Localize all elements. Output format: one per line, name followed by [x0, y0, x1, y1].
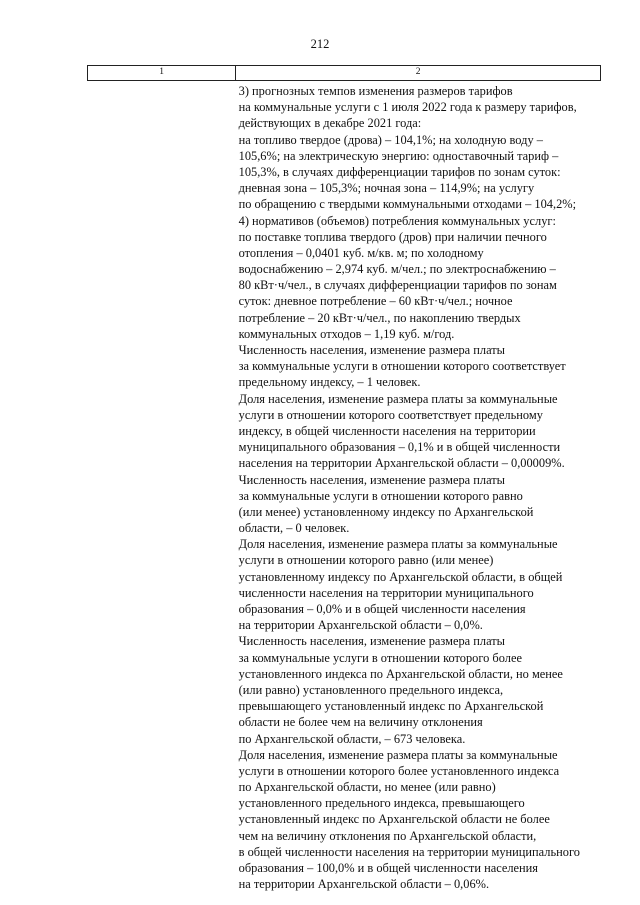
column-2-cell — [236, 81, 601, 893]
text-line: на территории Архангельской области – 0,06%. — [238, 877, 490, 892]
text-line: за коммунальные услуги в отношении которого более — [238, 650, 522, 665]
column-1-cell — [88, 81, 236, 893]
text-line: на территории Архангельской области – 0,0%. — [238, 618, 483, 633]
text-line: по поставке топлива твердого (дров) при наличии печного — [238, 229, 547, 244]
text-line: (или равно) установленного предельного индекса, — [238, 682, 504, 697]
text-line: водоснабжению – 2,974 куб. м/чел.; по электроснабжению – — [238, 262, 556, 277]
body-text — [236, 81, 601, 892]
text-line: муниципального образования – 0,1% и в общей численности — [238, 440, 561, 455]
text-line: по обращению с твердыми коммунальными отходами – 104,2%; — [238, 197, 577, 212]
text-line: превышающего установленный индекс по Архангельской — [238, 699, 544, 714]
text-line: Доля населения, изменение размера платы за коммунальные — [238, 391, 558, 406]
text-line: 4) нормативов (объемов) потребления коммунальных услуг: — [238, 213, 556, 228]
text-line: 105,3%, в случаях дифференциации тарифов по зонам суток: — [238, 164, 561, 179]
page-number: 212 — [310, 37, 330, 51]
text-line: на коммунальные услуги с 1 июля 2022 года к размеру тарифов, — [238, 100, 577, 115]
text-line: услуги в отношении которого равно (или менее) — [238, 553, 494, 568]
text-line: установленный индекс по Архангельской области не более — [238, 812, 550, 827]
text-line: отопления – 0,0401 куб. м/кв. м; по холодному — [238, 245, 484, 260]
text-line: установленному индексу по Архангельской области, в общей — [238, 569, 563, 584]
text-line: предельному индексу, – 1 человек. — [238, 375, 421, 390]
text-line: потребление – 20 кВт·ч/чел., по накоплению твердых — [238, 310, 521, 325]
text-line: области, – 0 человек. — [238, 521, 350, 536]
text-line: 80 кВт·ч/чел., в случаях дифференциации тарифов по зонам — [238, 278, 557, 293]
text-line: Численность населения, изменение размера платы — [238, 472, 505, 487]
text-line: коммунальных отходов – 1,19 куб. м/год. — [238, 326, 455, 341]
text-line: Численность населения, изменение размера платы — [238, 343, 505, 357]
table-body-row — [88, 81, 601, 893]
text-line: 3) прогнозных темпов изменения размеров тарифов — [238, 84, 513, 98]
text-line: в общей численности населения на территории муниципального — [238, 844, 580, 859]
text-line: Численность населения, изменение размера платы — [238, 634, 505, 649]
text-line: Доля населения, изменение размера платы за коммунальные — [238, 747, 558, 762]
text-line: услуги в отношении которого более установленного индекса — [238, 763, 560, 778]
text-line: 105,6%; на электрическую энергию: одноставочный тариф – — [238, 148, 559, 163]
text-line: за коммунальные услуги в отношении которого соответствует — [238, 359, 566, 374]
text-line: населения на территории Архангельской области – 0,00009%. — [238, 456, 565, 471]
text-line: (или менее) установленному индексу по Архангельской — [238, 504, 534, 519]
text-line: чем на величину отклонения по Архангельской области, — [238, 828, 537, 843]
column-1-header: 1 — [88, 66, 236, 81]
column-2-header: 2 — [236, 66, 601, 81]
text-line: установленного индекса по Архангельской области, но менее — [238, 666, 563, 681]
text-line: установленного предельного индекса, превышающего — [238, 796, 525, 811]
text-line: образования – 100,0% и в общей численности населения — [238, 861, 538, 875]
text-line: дневная зона – 105,3%; ночная зона – 114,9%; на услугу — [238, 181, 535, 196]
text-line: области не более чем на величину отклонения — [238, 715, 483, 730]
table-header-row — [88, 66, 601, 81]
text-line: суток: дневное потребление – 60 кВт·ч/чел.; ночное — [238, 294, 513, 309]
text-line: на топливо твердое (дрова) – 104,1%; на холодную воду – — [238, 132, 543, 147]
text-line: образования – 0,0% и в общей численности населения — [238, 602, 526, 616]
text-line: действующих в декабре 2021 года: — [238, 116, 422, 131]
document-table — [87, 65, 601, 892]
text-line: Доля населения, изменение размера платы за коммунальные — [238, 537, 558, 552]
text-line: индексу, в общей численности населения на территории — [238, 423, 536, 438]
text-line: по Архангельской области, но менее (или равно) — [238, 780, 496, 795]
text-line: по Архангельской области, – 673 человека. — [238, 731, 466, 746]
text-line: за коммунальные услуги в отношении которого равно — [238, 488, 523, 503]
text-line: численности населения на территории муниципального — [238, 585, 534, 600]
text-line: услуги в отношении которого соответствует предельному — [238, 407, 543, 422]
